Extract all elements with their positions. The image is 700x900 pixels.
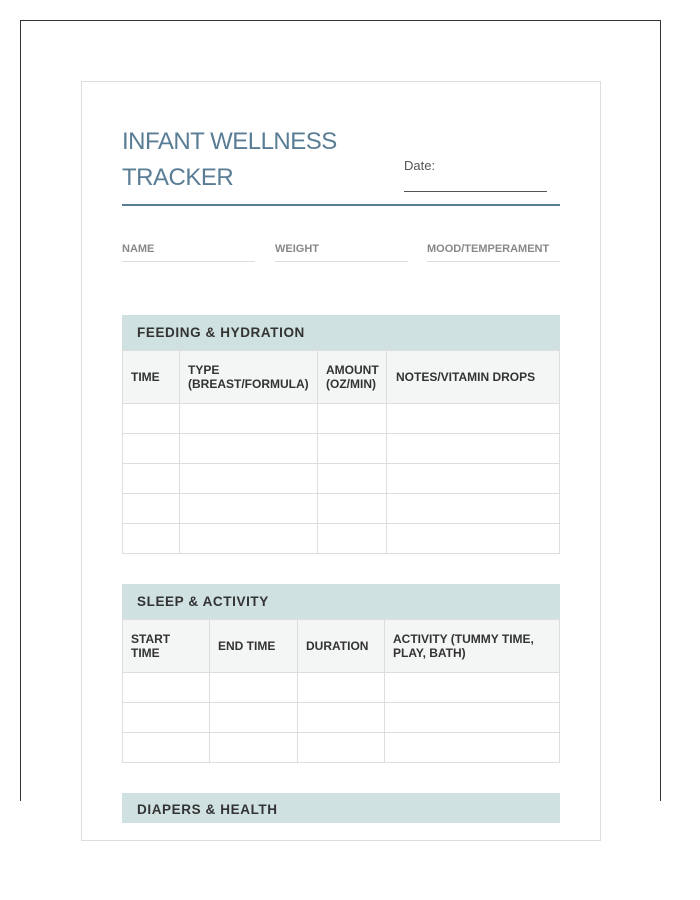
cell[interactable] (318, 524, 387, 554)
sleep-section (122, 584, 560, 763)
section-header-feeding: FEEDING & HYDRATION (122, 315, 560, 350)
table-header-row (123, 351, 560, 404)
page-title (122, 124, 337, 196)
table-row (123, 464, 560, 494)
cell[interactable] (387, 494, 560, 524)
cell[interactable] (387, 434, 560, 464)
title-line-2: TRACKER (122, 164, 234, 191)
col-type: TYPE (BREAST/FORMULA) (180, 351, 318, 404)
cell[interactable] (318, 404, 387, 434)
cell[interactable] (123, 494, 180, 524)
cell[interactable] (298, 673, 385, 703)
weight-field[interactable]: WEIGHT (275, 243, 408, 262)
cell[interactable] (123, 404, 180, 434)
cell[interactable] (180, 404, 318, 434)
table-row (123, 434, 560, 464)
diapers-section (122, 793, 560, 823)
table-row (123, 494, 560, 524)
cell[interactable] (180, 434, 318, 464)
cell[interactable] (298, 733, 385, 763)
cell[interactable] (318, 494, 387, 524)
table-row (123, 673, 560, 703)
table-row (123, 703, 560, 733)
col-activity: ACTIVITY (TUMMY TIME, PLAY, BATH) (385, 620, 560, 673)
col-start-time: START TIME (123, 620, 210, 673)
table-row (123, 404, 560, 434)
date-input-line[interactable] (404, 191, 547, 192)
cell[interactable] (123, 703, 210, 733)
col-notes: NOTES/VITAMIN DROPS (387, 351, 560, 404)
cell[interactable] (180, 464, 318, 494)
section-header-sleep: SLEEP & ACTIVITY (122, 584, 560, 619)
document-frame (20, 20, 661, 817)
cell[interactable] (123, 434, 180, 464)
cell[interactable] (318, 464, 387, 494)
table-row (123, 524, 560, 554)
cell[interactable] (180, 524, 318, 554)
cell[interactable] (180, 494, 318, 524)
cell[interactable] (318, 434, 387, 464)
cell[interactable] (385, 703, 560, 733)
title-line-1: INFANT WELLNESS (122, 128, 337, 155)
mood-temperament-field[interactable]: MOOD/TEMPERAMENT (427, 243, 560, 262)
cell[interactable] (123, 464, 180, 494)
col-duration: DURATION (298, 620, 385, 673)
col-end-time: END TIME (210, 620, 298, 673)
cell[interactable] (387, 404, 560, 434)
tracker-page (81, 81, 601, 841)
cell[interactable] (210, 733, 298, 763)
col-amount: AMOUNT (OZ/MIN) (318, 351, 387, 404)
name-field[interactable]: NAME (122, 243, 255, 262)
col-time: TIME (123, 351, 180, 404)
cell[interactable] (387, 524, 560, 554)
date-label: Date: (404, 158, 436, 173)
cell[interactable] (387, 464, 560, 494)
cell[interactable] (123, 733, 210, 763)
title-divider (122, 204, 560, 206)
cell[interactable] (123, 524, 180, 554)
cell[interactable] (298, 703, 385, 733)
table-header-row (123, 620, 560, 673)
sleep-table (122, 619, 560, 763)
section-header-diapers: DIAPERS & HEALTH (122, 793, 560, 823)
cell[interactable] (210, 703, 298, 733)
feeding-section (122, 315, 560, 554)
feeding-table (122, 350, 560, 554)
table-row (123, 733, 560, 763)
cell[interactable] (210, 673, 298, 703)
cell[interactable] (385, 733, 560, 763)
cell[interactable] (385, 673, 560, 703)
cell[interactable] (123, 673, 210, 703)
